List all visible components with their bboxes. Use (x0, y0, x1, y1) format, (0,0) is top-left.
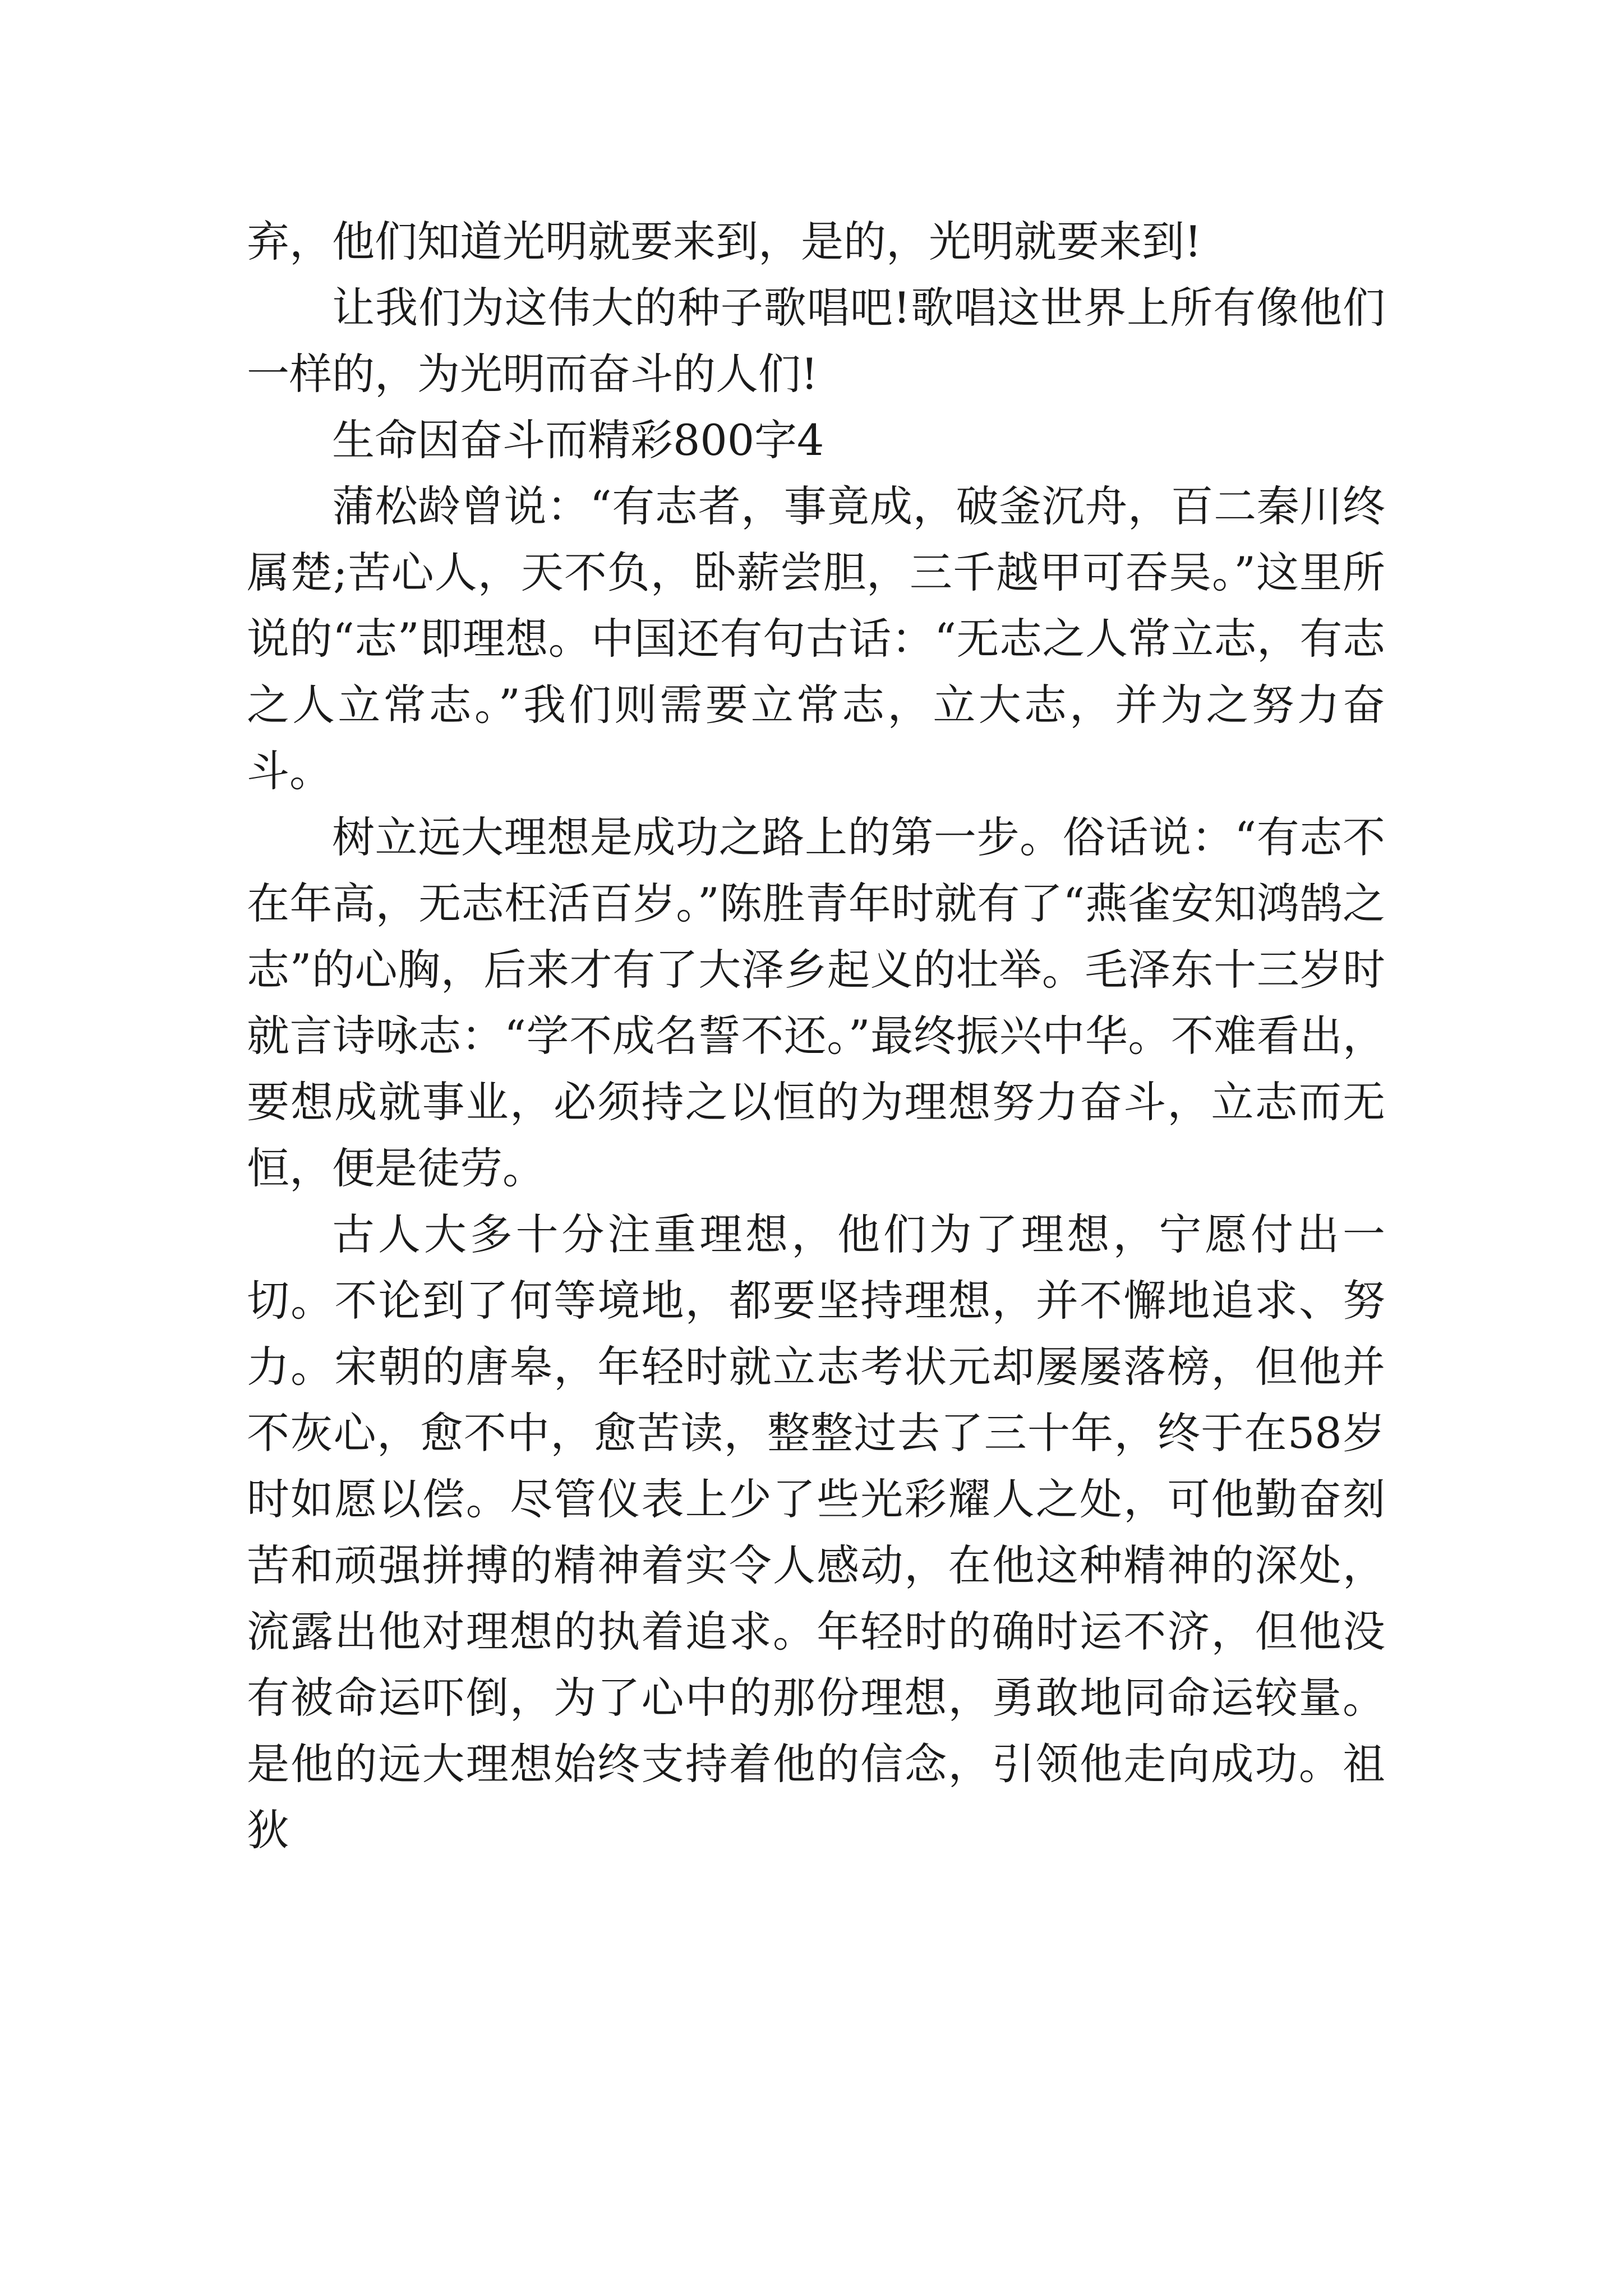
paragraph-5: 古人大多十分注重理想，他们为了理想，宁愿付出一切。不论到了何等境地，都要坚持理想，并不懈地追求、努力。宋朝的唐皋，年轻时就立志考状元却屡屡落榜，但他并不灰心，愈不中，愈苦读，整整过去了三十年，终于在58岁时如愿以偿。尽管仪表上少了些光彩耀人之处，可他勤奋刻苦和顽强拼搏的精神着实令人感动，在他这种精神的深处，流露出他对理想的执着追求。年轻时的确时运不济，但他没有被命运吓倒，为了心中的那份理想，勇敢地同命运较量。是他的远大理想始终支持着他的信念，引领他走向成功。祖狄 (247, 1209, 1385, 1855)
paragraph-2: 让我们为这伟大的种子歌唱吧!歌唱这世界上所有像他们一样的，为光明而奋斗的人们! (247, 283, 1385, 399)
paragraph-3: 蒲松龄曾说：“有志者，事竟成，破釜沉舟，百二秦川终属楚;苦心人，天不负，卧薪尝胆，三千越甲可吞吴。”这里所说的“志”即理想。中国还有句古话：“无志之人常立志，有志之人立常志。”我们则需要立常志，立大志，并为之努力奋斗。 (247, 481, 1385, 796)
paragraph-1: 弃，他们知道光明就要来到，是的，光明就要来到! (247, 217, 1202, 266)
body-text (247, 209, 1385, 1864)
paragraph-4: 树立远大理想是成功之路上的第一步。俗话说：“有志不在年高，无志枉活百岁。”陈胜青年时就有了“燕雀安知鸿鹄之志”的心胸，后来才有了大泽乡起义的壮举。毛泽东十三岁时就言诗咏志：“学不成名誓不还。”最终振兴中华。不难看出，要想成就事业，必须持之以恒的为理想努力奋斗，立志而无恒，便是徒劳。 (247, 812, 1385, 1193)
section-heading: 生命因奋斗而精彩800字4 (332, 415, 824, 465)
